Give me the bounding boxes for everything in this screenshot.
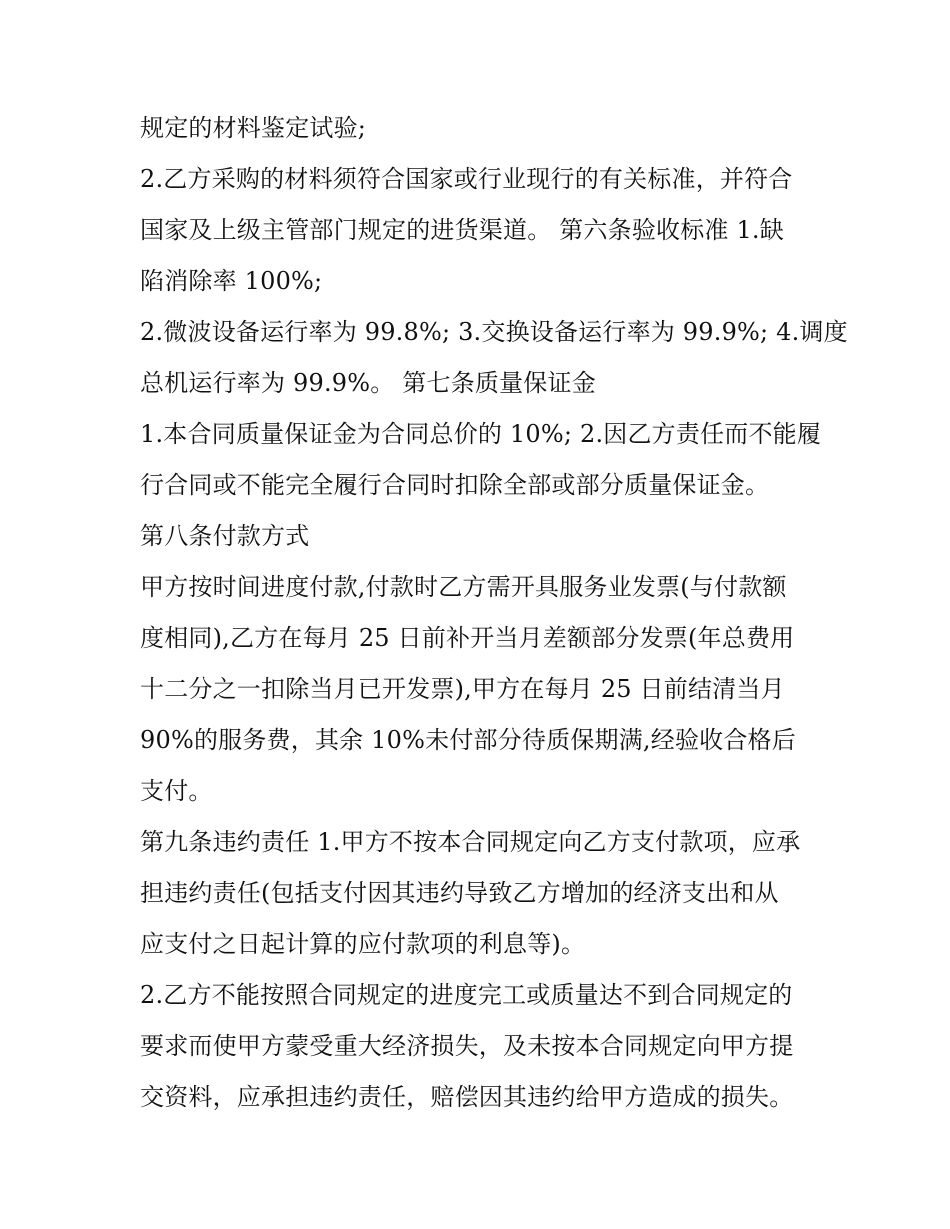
text-line-13: 90%的服务费，其余 10%未付部分待质保期满,经验收合格后 xyxy=(140,726,796,754)
text-line-17: 应支付之日起计算的应付款项的利息等)。 xyxy=(140,930,586,958)
text-line-7: 1.本合同质量保证金为合同总价的 10%; 2.因乙方责任而不能履 xyxy=(140,420,822,448)
text-line-15: 第九条违约责任 1.甲方不按本合同规定向乙方支付款项，应承 xyxy=(140,828,801,856)
text-line-12: 十二分之一扣除当月已开发票),甲方在每月 25 日前结清当月 xyxy=(140,675,785,703)
text-line-16: 担违约责任(包括支付因其违约导致乙方增加的经济支出和从 xyxy=(140,879,779,907)
text-line-4: 陷消除率 100%; xyxy=(140,267,323,295)
text-line-18: 2.乙方不能按照合同规定的进度完工或质量达不到合同规定的 xyxy=(140,981,793,1009)
text-line-11: 度相同),乙方在每月 25 日前补开当月差额部分发票(年总费用 xyxy=(140,624,795,652)
text-line-20: 交资料，应承担违约责任，赔偿因其违约给甲方造成的损失。 xyxy=(140,1083,794,1111)
document-body xyxy=(140,103,848,1123)
text-line-19: 要求而使甲方蒙受重大经济损失，及未按本合同规定向甲方提 xyxy=(140,1032,794,1060)
text-line-2: 2.乙方采购的材料须符合国家或行业现行的有关标准，并符合 xyxy=(140,165,793,193)
text-line-14: 支付。 xyxy=(140,777,213,805)
text-line-9: 第八条付款方式 xyxy=(140,522,310,550)
text-line-8: 行合同或不能完全履行合同时扣除全部或部分质量保证金。 xyxy=(140,471,770,499)
text-line-5: 2.微波设备运行率为 99.8%; 3.交换设备运行率为 99.9%; 4.调度 xyxy=(140,318,848,346)
text-line-10: 甲方按时间进度付款,付款时乙方需开具服务业发票(与付款额 xyxy=(140,573,787,601)
text-line-6: 总机运行率为 99.9%。 第七条质量保证金 xyxy=(140,369,596,397)
text-line-1: 规定的材料鉴定试验; xyxy=(140,114,367,142)
text-line-3: 国家及上级主管部门规定的进货渠道。 第六条验收标准 1.缺 xyxy=(140,216,784,244)
